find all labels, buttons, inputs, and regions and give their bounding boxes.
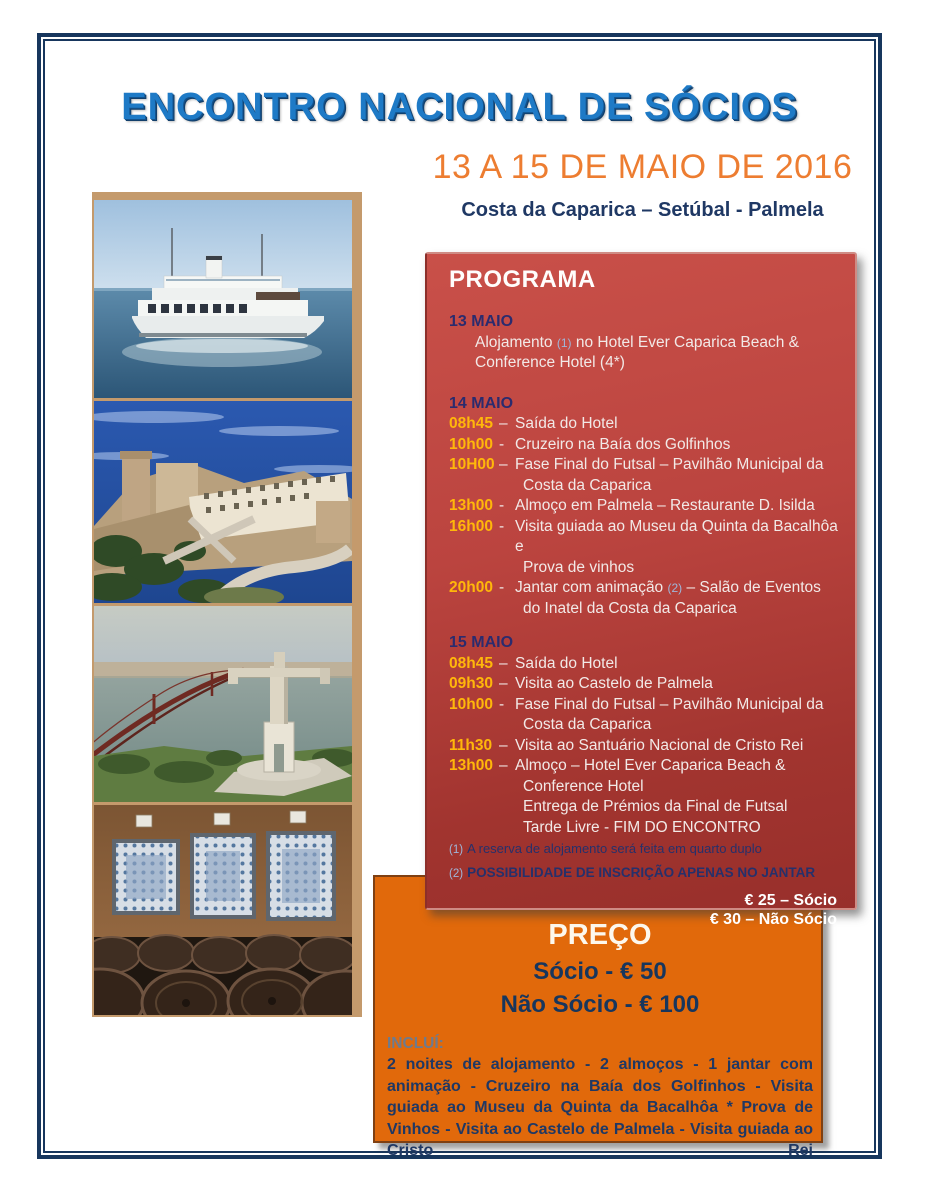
footnote-marker: (2) [449,867,464,880]
price-member: Sócio - € 50 [533,958,667,985]
time-label: 10H00 [449,456,495,473]
activity-text: Prova de vinhos [523,558,635,576]
cristo-rei-and-bridge-photo [94,606,352,802]
schedule-row [449,736,839,757]
dash: – [499,415,508,432]
time-label: 11h30 [449,736,493,754]
event-locations: Costa da Caparica – Setúbal - Palmela [461,199,824,221]
footnote-marker: (1) [449,844,464,856]
activity-text [515,579,821,596]
schedule-row [449,777,839,798]
includes-label: INCLUÍ: [387,1035,444,1052]
schedule-row [449,517,839,558]
schedule-row [449,599,839,620]
schedule-row [449,353,839,374]
activity-text: Tarde Livre - FIM DO ENCONTRO [523,818,761,836]
day-label: 13 MAIO [449,313,514,330]
activity-text-pre: Alojamento [475,333,557,351]
activity-text: Visita ao Santuário Nacional de Cristo Rei [515,736,804,754]
time-label: 08h45 [449,415,493,432]
azulejo-tiles-wine-barrels-photo [94,805,352,1015]
activity-text: Visita guiada ao Museu da Quinta da Bacalhôa e [515,517,838,555]
dinner-price-line: € 30 – Não Sócio [709,911,837,928]
dash: - [499,517,505,535]
page-title: ENCONTRO NACIONAL DE SÓCIOS [121,86,798,128]
schedule-row [449,578,839,599]
time-label: 13h00 [449,497,493,514]
schedule-row [449,455,839,476]
dash: – [499,757,508,774]
time-label: 10h00 [449,435,493,453]
activity-text: Saída do Hotel [515,654,618,672]
activity-text: Costa da Caparica [523,716,652,733]
dash: - [499,497,505,514]
activity-text-pre: Jantar com animação [515,579,668,596]
program-box [425,252,857,928]
time-label: 10h00 [449,695,493,713]
dash: - [499,435,505,453]
dash: – [499,736,508,754]
activity-text: Visita ao Castelo de Palmela [515,675,713,692]
schedule-row [449,674,839,695]
day-section [449,394,839,620]
footnote-row [449,838,839,862]
schedule-row [449,797,839,818]
dash: – [499,456,508,473]
footnote-marker: (2) [667,581,683,595]
footnote-text: POSSIBILIDADE DE INSCRIÇÃO APENAS NO JANTAR [467,864,816,880]
schedule-row [449,695,839,716]
program-notes [449,838,839,885]
activity-text-post: no Hotel Ever Caparica Beach & [571,333,799,351]
schedule-row [449,818,839,839]
activity-text: Fase Final do Futsal – Pavilhão Municipal da [515,456,824,473]
day-label: 14 MAIO [449,394,514,412]
price-title: PREÇO [548,919,652,951]
photo-strip-inner [94,200,352,1015]
schedule-row [449,333,839,354]
day-section [449,312,839,374]
schedule-row [449,654,839,675]
footnote-row [449,862,839,886]
time-label: 13h00 [449,757,493,774]
palmela-castle-photo [94,401,352,603]
dinner-price-line: € 25 – Sócio [744,892,837,909]
activity-text: Saída do Hotel [515,415,618,432]
activity-text: Almoço em Palmela – Restaurante D. Isilda [515,497,815,514]
dash: - [499,579,505,596]
day-section [449,633,839,838]
schedule-row [449,414,839,435]
schedule-row [449,756,839,777]
price-non-member: Não Sócio - € 100 [500,991,700,1018]
event-dates: 13 A 15 DE MAIO DE 2016 [432,148,853,186]
schedule-row [449,496,839,517]
program-schedule [449,300,839,838]
dinner-prices [449,891,839,929]
dash: – [499,654,508,672]
activity-text: do Inatel da Costa da Caparica [523,599,737,617]
footnote-text: A reserva de alojamento será feita em quarto duplo [467,841,762,856]
schedule-row [449,558,839,579]
activity-text: Almoço – Hotel Ever Caparica Beach & [515,757,786,774]
activity-text: Cruzeiro na Baía dos Golfinhos [515,435,731,453]
program-title: PROGRAMA [449,266,596,293]
time-label: 16h00 [449,517,493,535]
dash: - [499,695,505,713]
time-label: 08h45 [449,654,493,672]
time-label: 09h30 [449,675,493,692]
dash: – [499,675,508,692]
schedule-row [449,476,839,497]
photo-strip [92,192,362,1017]
day-label: 15 MAIO [449,634,514,651]
activity-text: Fase Final do Futsal – Pavilhão Municipal da [515,695,824,713]
activity-text: Conference Hotel [523,777,644,795]
dolphin-cruise-boat-photo [94,200,352,398]
schedule-row [449,715,839,736]
includes-text: 2 noites de alojamento - 2 almoços - 1 jantar com animação - Cruzeiro na Baía dos Golfinhos - Visita guiada ao Museu da Quinta da Bacalhôa * Prova de Vinhos - Visita ao Castelo de Palmela - Visita guiada ao Cristo Rei [387,1056,813,1159]
schedule-row [449,435,839,456]
time-label: 20h00 [449,579,493,596]
activity-text: Conference Hotel (4*) [475,354,625,371]
activity-text: Entrega de Prémios da Final de Futsal [523,798,788,815]
activity-text-post: – Salão de Eventos [682,579,821,596]
activity-text: Costa da Caparica [523,476,652,494]
footnote-marker: (1) [556,335,572,350]
activity-text [475,334,799,351]
